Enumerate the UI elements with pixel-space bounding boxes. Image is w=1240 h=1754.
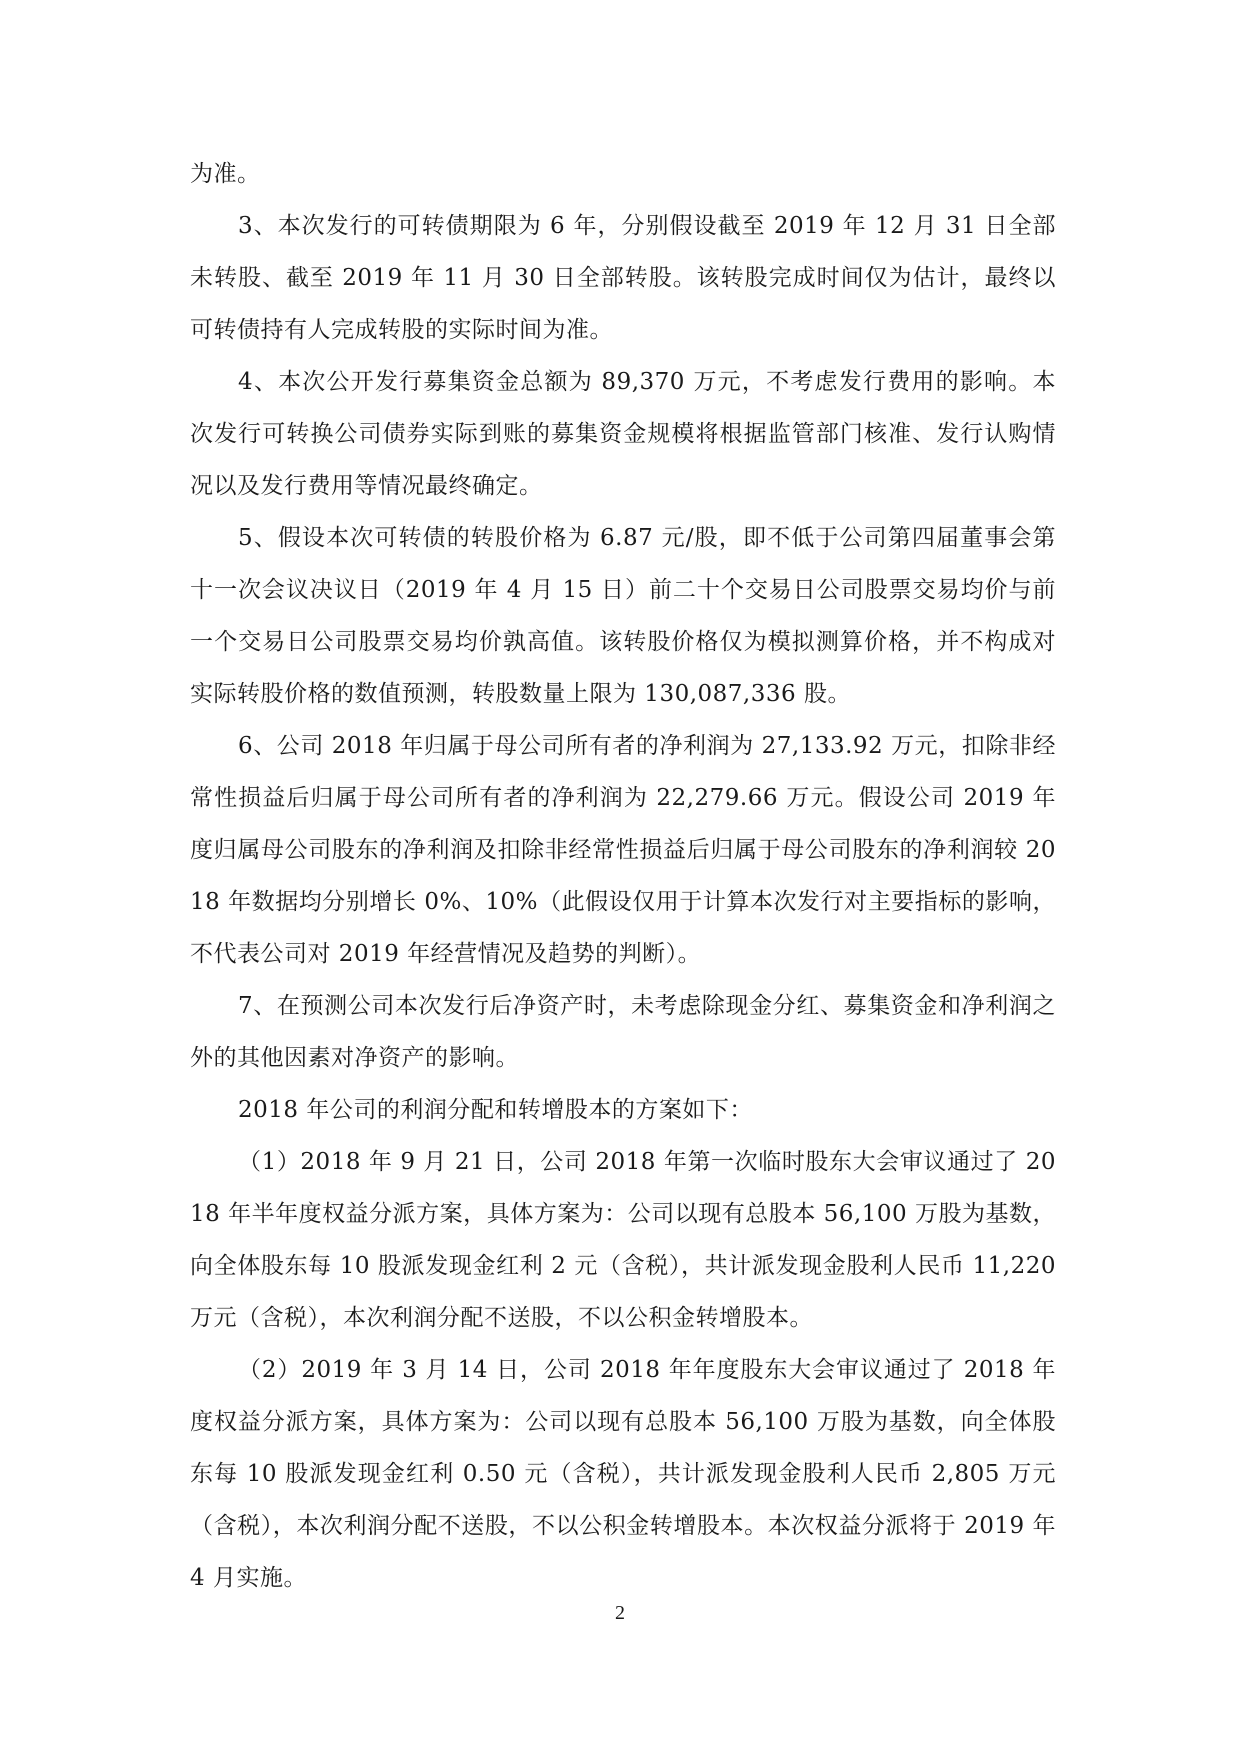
paragraph-assumption-7: 7、在预测公司本次发行后净资产时，未考虑除现金分红、募集资金和净利润之外的其他因素对净资产的影响。 [190, 993, 1056, 1071]
paragraph-dividend-intro: 2018 年公司的利润分配和转增股本的方案如下： [238, 1097, 753, 1123]
paragraph-assumption-3: 3、本次发行的可转债期限为 6 年，分别假设截至 2019 年 12 月 31 日全部未转股、截至 2019 年 11 月 30 日全部转股。该转股完成时间仅为估计，最终以可转债持有人完成转股的实际时间为准。 [190, 213, 1056, 343]
page-number: 2 [615, 1602, 625, 1624]
paragraph-assumption-6: 6、公司 2018 年归属于母公司所有者的净利润为 27,133.92 万元，扣除非经常性损益后归属于母公司所有者的净利润为 22,279.66 万元。假设公司 2019 年度归属母公司股东的净利润及扣除非经常性损益后归属于母公司股东的净利润较 2018 年数据均分别增长 0%、10%（此假设仅用于计算本次发行对主要指标的影响，不代表公司对 2019 年经营情况及趋势的判断）。 [190, 733, 1056, 967]
paragraph-assumption-5: 5、假设本次可转债的转股价格为 6.87 元/股，即不低于公司第四届董事会第十一次会议决议日（2019 年 4 月 15 日）前二十个交易日公司股票交易均价与前一个交易日公司股票交易均价孰高值。该转股价格仅为模拟测算价格，并不构成对实际转股价格的数值预测，转股数量上限为 130,087,336 股。 [190, 525, 1056, 707]
paragraph-dividend-2: （2）2019 年 3 月 14 日，公司 2018 年年度股东大会审议通过了 2018 年度权益分派方案，具体方案为：公司以现有总股本 56,100 万股为基数，向全体股东每 10 股派发现金红利 0.50 元（含税），共计派发现金股利人民币 2,805 万元（含税），本次利润分配不送股，不以公积金转增股本。本次权益分派将于 2019 年 4 月实施。 [190, 1357, 1056, 1591]
paragraph-assumption-4: 4、本次公开发行募集资金总额为 89,370 万元，不考虑发行费用的影响。本次发行可转换公司债券实际到账的募集资金规模将根据监管部门核准、发行认购情况以及发行费用等情况最终确定。 [190, 369, 1056, 499]
paragraph-dividend-1: （1）2018 年 9 月 21 日，公司 2018 年第一次临时股东大会审议通过了 2018 年半年度权益分派方案，具体方案为：公司以现有总股本 56,100 万股为基数，向全体股东每 10 股派发现金红利 2 元（含税），共计派发现金股利人民币 11,220 万元（含税），本次利润分配不送股，不以公积金转增股本。 [190, 1149, 1056, 1331]
paragraph-continuation: 为准。 [190, 161, 261, 187]
document-body [190, 148, 1056, 1608]
